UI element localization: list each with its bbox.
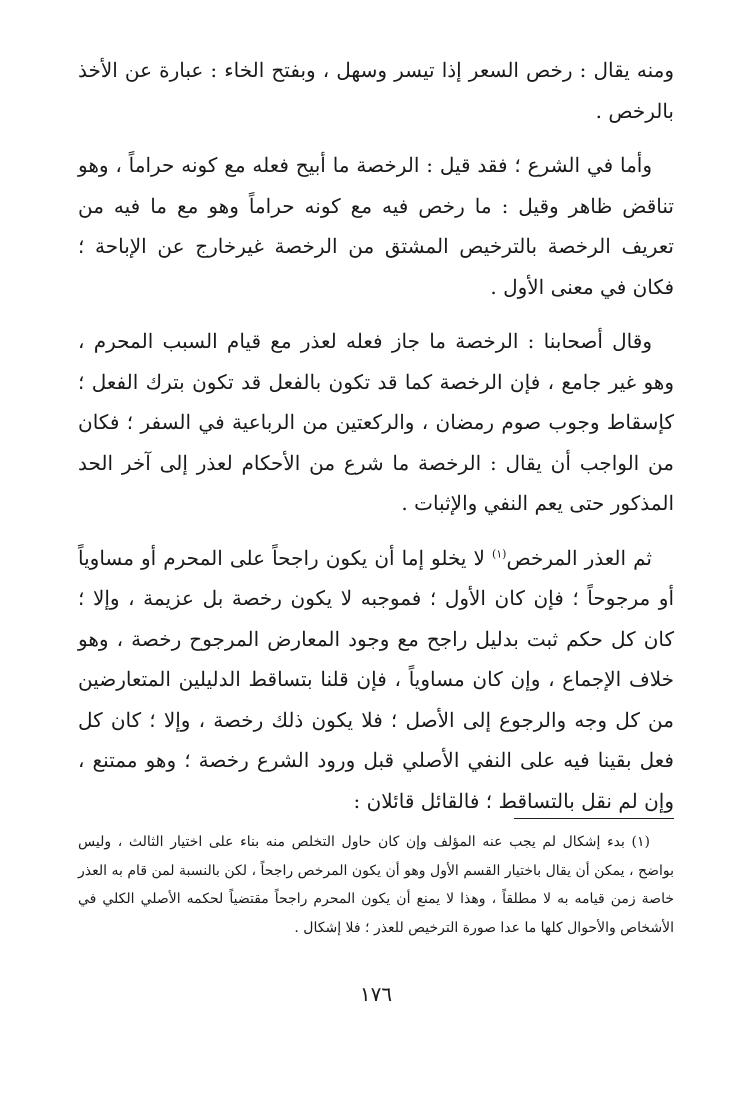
paragraph-3: وقال أصحابنا : الرخصة ما جاز فعله لعذر مع قيام السبب المحرم ، وهو غير جامع ، فإن الرخصة كما قد تكون بالفعل قد تكون بترك الفعل ؛ كإسقاط وجوب صوم رمضان ، والركعتين من الرباعية في السفر ؛ فكان من الواجب أن يقال : الرخصة ما شرع من الأحكام لعذر إلى آخر الحد المذكور حتى يعم النفي والإثبات . [78, 329, 674, 515]
footnote-divider [514, 818, 674, 819]
paragraph-2: وأما في الشرع ؛ فقد قيل : الرخصة ما أبيح فعله مع كونه حراماً ، وهو تناقض ظاهر وقيل : ما رخص فيه مع كونه حراماً وهو مع ما فيه من تعريف الرخصة بالترخيص المشتق من الرخصة غيرخارج عن الإباحة ؛ فكان في معنى الأول . [78, 153, 674, 299]
footnote-marker: (١) [491, 546, 507, 560]
page-body [78, 50, 674, 1006]
footnote-1: (١) بدء إشكال لم يجب عنه المؤلف وإن كان حاول التخلص منه بناء على اختيار الثالث ، وليس بواضح ، يمكن أن يقال باختيار القسم الأول وهو أن يكون المرخص راجحاً ، لكن بالنسبة لمن قام به العذر خاصة زمن قيامه به لا مطلقاً ، وهذا لا يمنع أن يكون المحرم راجحاً مقتضياً لحكمه الأصلي الكلي في الأشخاص والأحوال كلها ما عدا صورة الترخيص للعذر ؛ فلا إشكال . [78, 834, 674, 936]
paragraph-4-rest: لا يخلو إما أن يكون راجحاً على المحرم أو مساوياً أو مرجوحاً ؛ فإن كان الأول ؛ فموجبه لا يكون رخصة بل عزيمة ، وإلا ؛ كان كل حكم ثبت بدليل راجح مع وجود المعارض المرجوح رخصة ، وهو خلاف الإجماع ، وإن كان مساوياً ، فإن قلنا بتساقط الدليلين المتعارضين من كل وجه والرجوع إلى الأصل ؛ فلا يكون ذلك رخصة ، وإلا ؛ كان كل فعل بقينا فيه على النفي الأصلي قبل ورود الشرع رخصة ؛ وهو ممتنع ، وإن لم نقل بالتساقط ؛ فالقائل قائلان : [78, 545, 674, 813]
footnotes [78, 828, 674, 942]
paragraph-4-start: ثم العذر المرخص [506, 545, 652, 570]
paragraph-4 [78, 538, 674, 822]
paragraph-1: ومنه يقال : رخص السعر إذا تيسر وسهل ، وبفتح الخاء : عبارة عن الأخذ بالرخص . [78, 58, 674, 123]
main-text [78, 50, 674, 821]
page-number: ١٧٦ [359, 982, 393, 1006]
